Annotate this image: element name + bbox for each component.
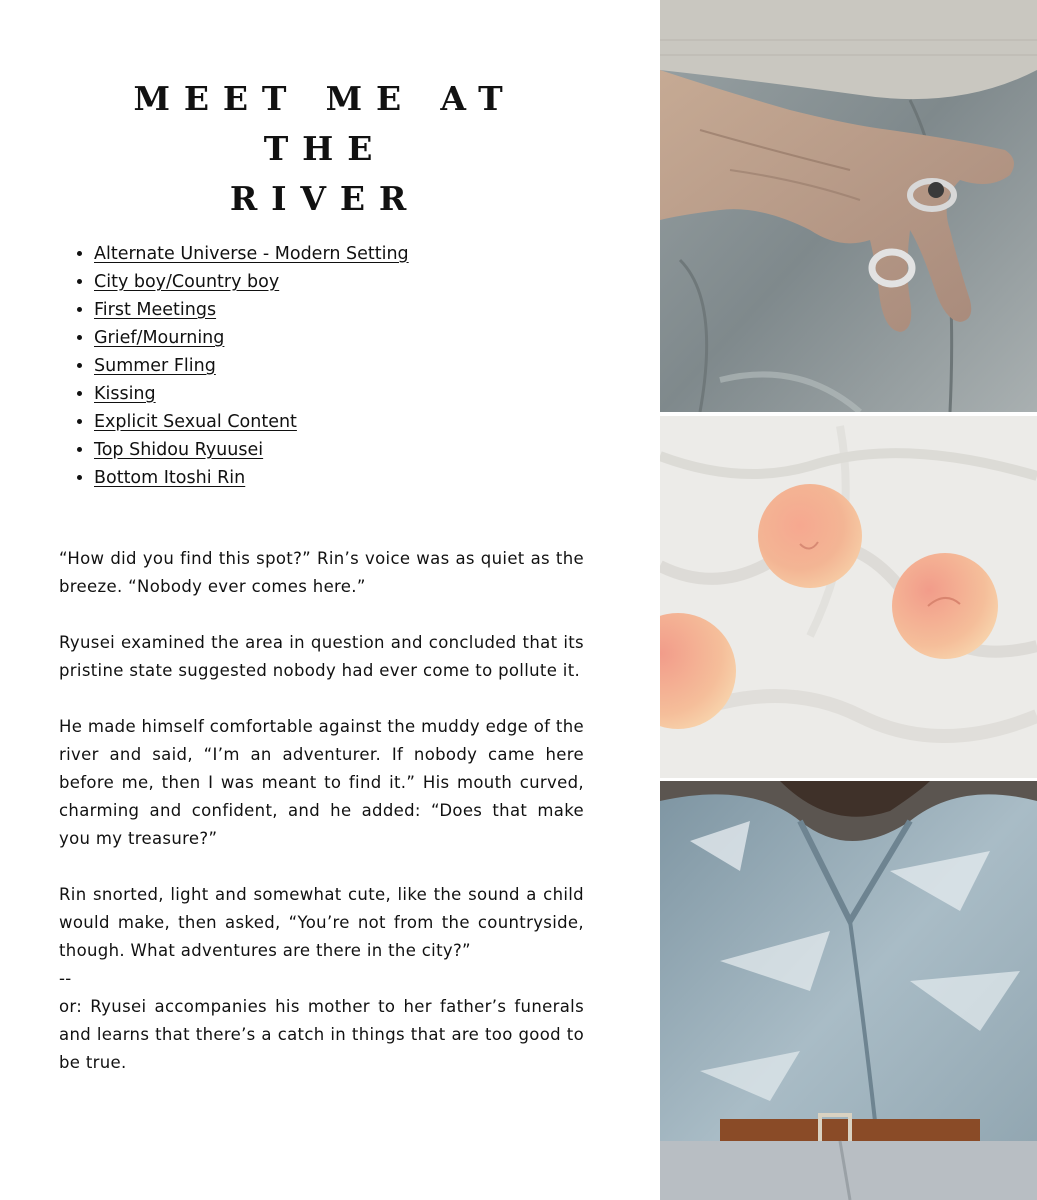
shirt-sunlight-image: [660, 781, 1037, 1200]
summary-paragraph-2: Ryusei examined the area in question and concluded that its pristine state suggested nobody had ever come to pollute it.: [59, 633, 584, 680]
title-line-1: MEET ME AT THE: [133, 79, 517, 168]
tag-link[interactable]: Bottom Itoshi Rin: [94, 468, 246, 488]
tag-item: [94, 408, 409, 436]
tag-item: [94, 240, 409, 268]
tag-item: [94, 268, 409, 296]
title-line-2: RIVER: [229, 179, 421, 218]
tag-link[interactable]: Alternate Universe - Modern Setting: [94, 244, 409, 264]
tag-link[interactable]: First Meetings: [94, 300, 217, 320]
tag-item: [94, 352, 409, 380]
summary-paragraph-5: or: Ryusei accompanies his mother to her father’s funerals and learns that there’s a catch in things that are too good to be true.: [59, 997, 584, 1072]
hand-rings-image: [660, 0, 1037, 412]
summary-separator: --: [59, 969, 72, 988]
tag-list: [58, 240, 409, 492]
tag-link[interactable]: Kissing: [94, 384, 156, 404]
tag-link[interactable]: Grief/Mourning: [94, 328, 225, 348]
summary-paragraph-3: He made himself comfortable against the muddy edge of the river and said, “I’m an adventurer. If nobody came here before me, then I was meant to find it.” His mouth curved, charming and confident, and he added: “Does that make you my treasure?”: [59, 717, 584, 848]
peaches-image: [660, 416, 1037, 778]
tag-item: [94, 436, 409, 464]
tag-link[interactable]: City boy/Country boy: [94, 272, 280, 292]
summary-paragraph-1: “How did you find this spot?” Rin’s voice was as quiet as the breeze. “Nobody ever comes here.”: [59, 549, 584, 596]
summary: [59, 545, 584, 1077]
tag-link[interactable]: Top Shidou Ryuusei: [94, 440, 264, 460]
tag-item: [94, 296, 409, 324]
work-title: [60, 74, 590, 224]
tag-item: [94, 324, 409, 352]
tag-link[interactable]: Explicit Sexual Content: [94, 412, 297, 432]
tag-link[interactable]: Summer Fling: [94, 356, 216, 376]
image-collage: [660, 0, 1037, 1200]
summary-paragraph-4: Rin snorted, light and somewhat cute, like the sound a child would make, then asked, “You’re not from the countryside, though. What adventures are there in the city?”: [59, 885, 584, 960]
tag-item: [94, 380, 409, 408]
tag-item: [94, 464, 409, 492]
